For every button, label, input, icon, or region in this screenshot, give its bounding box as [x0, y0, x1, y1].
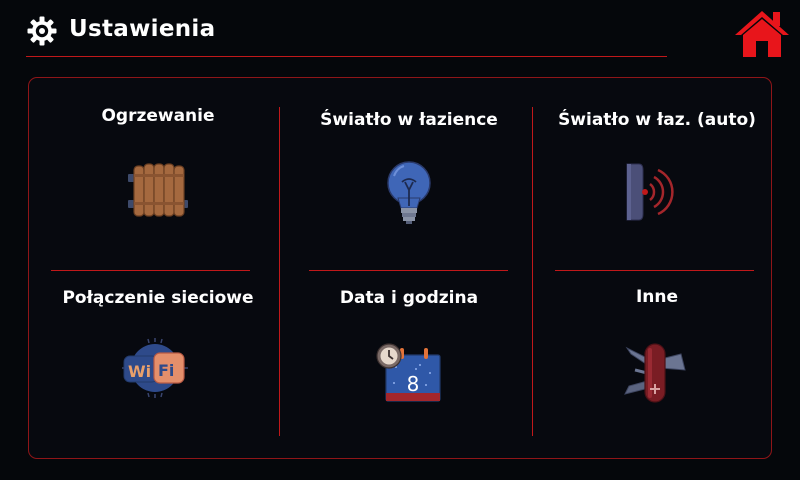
tile-heating[interactable]	[45, 100, 271, 260]
row-divider	[555, 270, 754, 271]
motion-sensor-icon	[625, 160, 685, 224]
radiator-icon	[126, 160, 190, 220]
row-divider	[51, 270, 250, 271]
swiss-knife-icon	[621, 340, 689, 404]
home-button[interactable]	[733, 8, 791, 60]
home-icon	[735, 11, 789, 57]
light-bulb-icon	[384, 160, 434, 226]
wifi-icon	[120, 336, 190, 400]
tile-label: Inne	[635, 287, 679, 307]
column-divider	[279, 107, 280, 436]
tile-date-time[interactable]	[296, 280, 522, 435]
tile-other[interactable]	[541, 280, 773, 435]
page-title: Ustawienia	[69, 16, 216, 42]
header-divider	[26, 56, 667, 57]
tile-label: Połączenie sieciowe	[62, 288, 254, 308]
tile-label: Data i godzina	[339, 288, 479, 308]
tile-label: Ogrzewanie	[101, 106, 215, 126]
tile-bathroom-light[interactable]	[296, 100, 522, 260]
calendar-day: 8	[406, 372, 420, 396]
tile-bathroom-light-auto[interactable]	[541, 100, 773, 260]
column-divider	[532, 107, 533, 436]
calendar-clock-icon	[376, 343, 442, 405]
tile-network[interactable]	[45, 280, 271, 435]
tile-label: Światło w łaz. (auto)	[558, 110, 756, 130]
wifi-text-left: Wi	[128, 362, 152, 381]
gear-icon	[26, 15, 58, 47]
row-divider	[309, 270, 508, 271]
wifi-text-right: Fi	[158, 361, 175, 380]
tile-label: Światło w łazience	[320, 110, 498, 130]
